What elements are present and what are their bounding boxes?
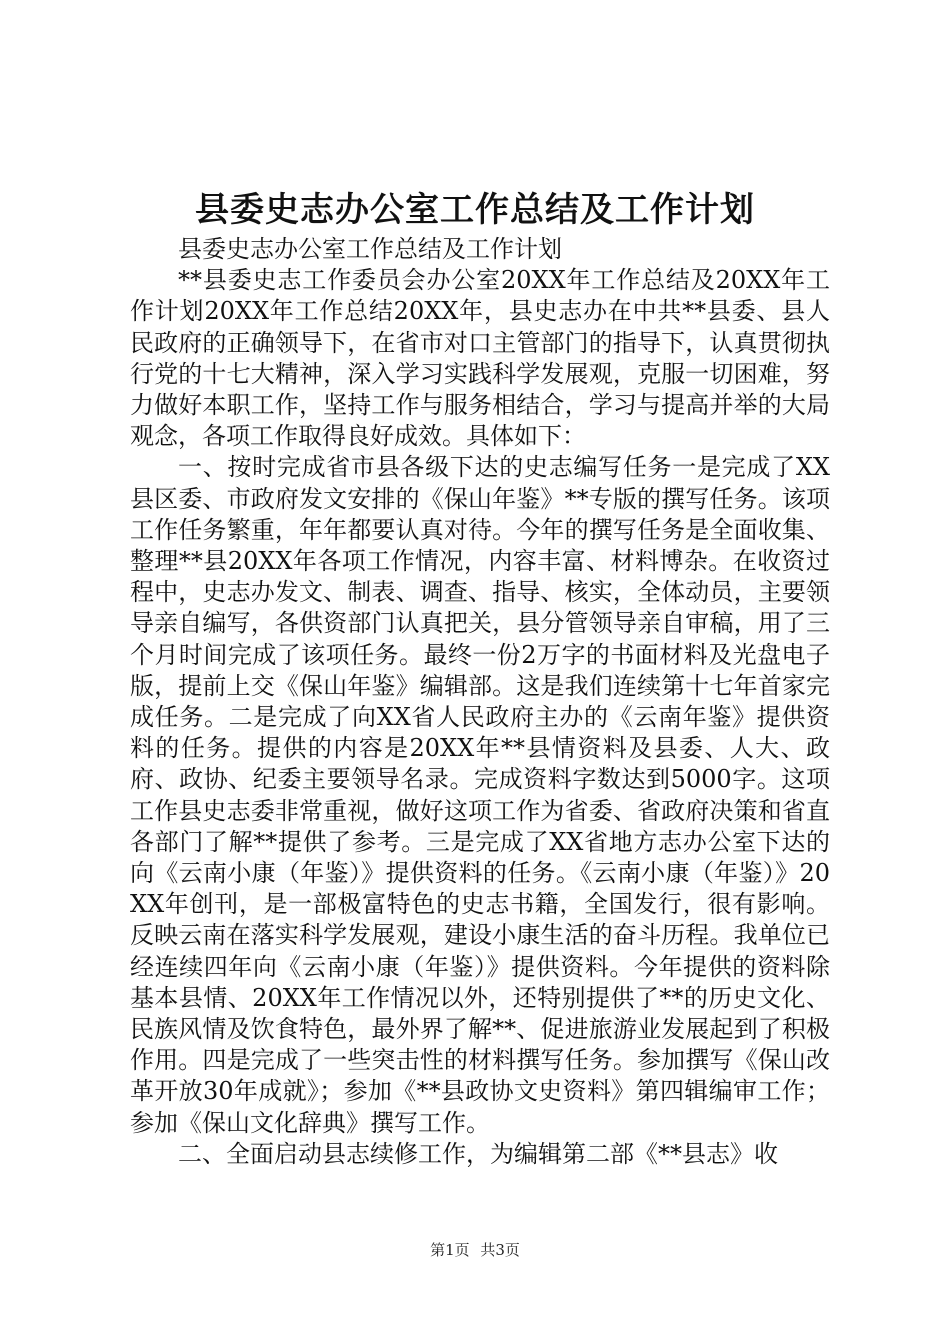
document-title: 县委史志办公室工作总结及工作计划 <box>195 190 755 230</box>
paragraph-subtitle: 县委史志办公室工作总结及工作计划 <box>178 235 562 263</box>
document-body <box>130 234 830 1170</box>
paragraph-intro: **县委史志工作委员会办公室20XX年工作总结及20XX年工作计划20XX年工作总结20XX年，县史志办在中共**县委、县人民政府的正确领导下，在省市对口主管部门的指导下，认真贯彻执行党的十七大精神，深入学习实践科学发展观，克服一切困难，努力做好本职工作，坚持工作与服务相结合，学习与提高并举的大局观念，各项工作取得良好成效。具体如下： <box>130 266 830 451</box>
page-number: 第1页 <box>430 1241 470 1259</box>
page-footer <box>0 1240 950 1260</box>
paragraph-section-two: 二、全面启动县志续修工作，为编辑第二部《**县志》收 <box>178 1139 778 1168</box>
paragraph-section-one: 一、按时完成省市县各级下达的史志编写任务一是完成了XX县区委、市政府发文安排的《保山年鉴》**专版的撰写任务。该项工作任务繁重，年年都要认真对待。今年的撰写任务是全面收集、整理**县20XX年各项工作情况，内容丰富、材料博杂。在收资过程中，史志办发文、制表、调查、指导、核实，全体动员，主要领导亲自编写，各供资部门认真把关，县分管领导亲自审稿，用了三个月时间完成了该项任务。最终一份2万字的书面材料及光盘电子版，提前上交《保山年鉴》编辑部。这是我们连续第十七年首家完成任务。二是完成了向XX省人民政府主办的《云南年鉴》提供资料的任务。提供的内容是20XX年**县情资料及县委、人大、政府、政协、纪委主要领导名录。完成资料字数达到5000字。这项工作县史志委非常重视，做好这项工作为省委、省政府决策和省直各部门了解**提供了参考。三是完成了XX省地方志办公室下达的向《云南小康（年鉴）》提供资料的任务。《云南小康（年鉴）》20XX年创刊，是一部极富特色的史志书籍，全国发行，很有影响。反映云南在落实科学发展观，建设小康生活的奋斗历程。我单位已经连续四年向《云南小康（年鉴）》提供资料。今年提供的资料除基本县情、20XX年工作情况以外，还特别提供了**的历史文化、民族风情及饮食特色，最外界了解**、促进旅游业发展起到了积极作用。四是完成了一些突击性的材料撰写任务。参加撰写《保山改革开放30年成就》；参加《**县政协文史资料》第四辑编审工作；参加《保山文化辞典》撰写工作。 <box>130 453 830 1137</box>
page-total: 共3页 <box>480 1241 520 1259</box>
